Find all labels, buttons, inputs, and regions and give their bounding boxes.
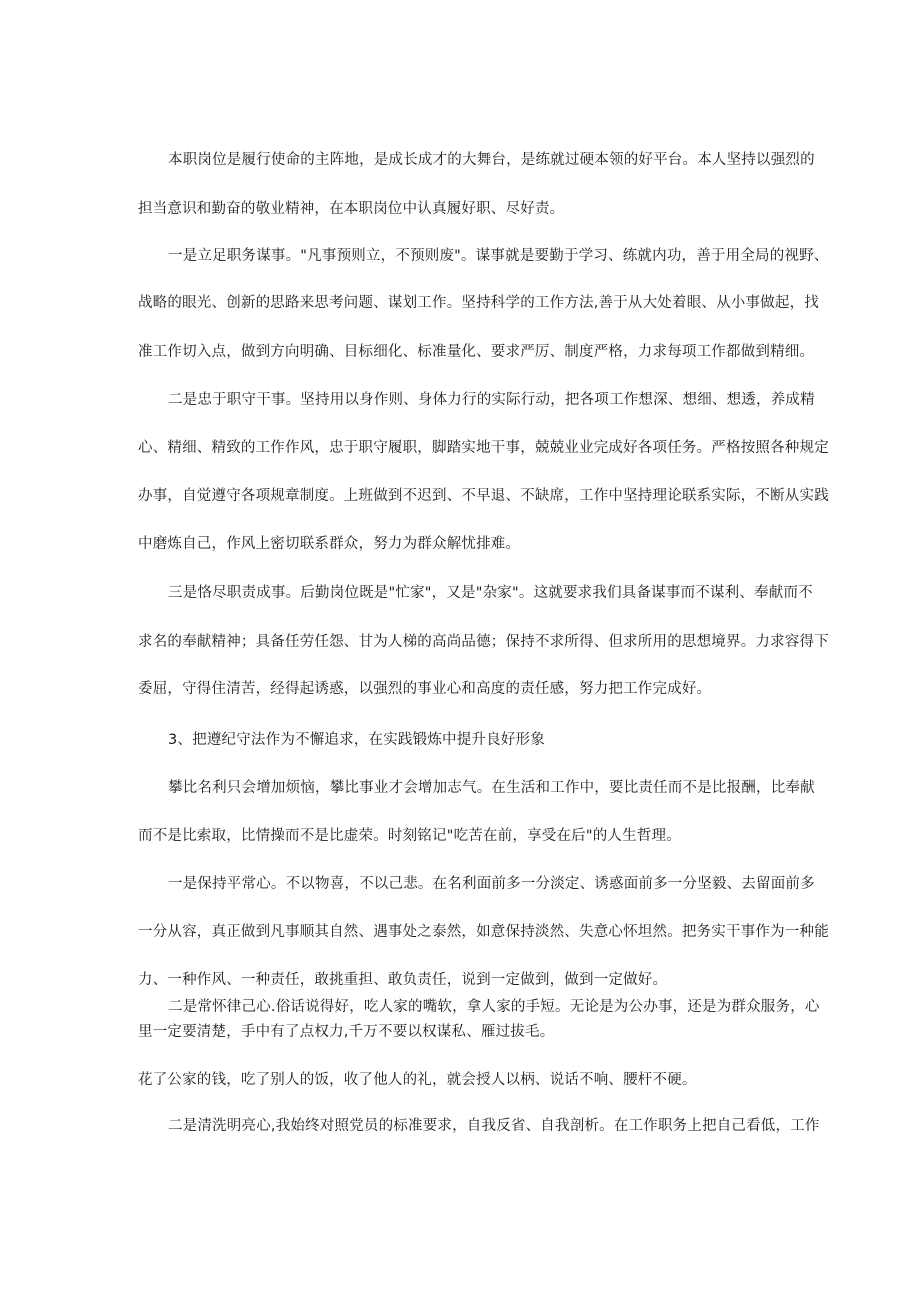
paragraph-line: 委屈，守得住清苦，经得起诱惑，以强烈的事业心和高度的责任感，努力把工作完成好。 bbox=[138, 681, 712, 697]
paragraph-line: 求名的奉献精神；具备任劳任怨、甘为人梯的高尚品德；保持不求所得、但求所用的思想境界。力求容得下 bbox=[138, 634, 829, 650]
paragraph-line: 一分从容，真正做到凡事顺其自然、遇事处之泰然，如意保持淡然、失意心怀坦然。把务实干事作为一种能 bbox=[138, 924, 829, 940]
paragraph-line: 办事，自觉遵守各项规章制度。上班做到不迟到、不早退、不缺席，工作中坚持理论联系实际，不断从实践 bbox=[138, 488, 829, 504]
paragraph-line: 花了公家的钱，吃了别人的饭，收了他人的礼，就会授人以柄、说话不响、腰杆不硬。 bbox=[138, 1072, 697, 1088]
paragraph-line: 准工作切入点，做到方向明确、目标细化、标准量化、要求严厉、制度严格，力求每项工作都做到精细。 bbox=[138, 344, 815, 360]
paragraph-line: 力、一种作风、一种责任，敢挑重担、敢负责任，说到一定做到，做到一定做好。 bbox=[138, 972, 668, 988]
paragraph-line: 二是清洗明亮心,我始终对照党员的标准要求，自我反省、自我剖析。在工作职务上把自己看低，工作 bbox=[168, 1118, 820, 1134]
paragraph-line: 本职岗位是履行使命的主阵地，是成长成才的大舞台，是练就过硬本领的好平台。本人坚持以强烈的 bbox=[168, 152, 815, 168]
paragraph-line: 三是恪尽职责成事。后勤岗位既是"忙家"，又是"杂家"。这就要求我们具备谋事而不谋利、奉献而不 bbox=[168, 585, 813, 601]
paragraph-line: 担当意识和勤奋的敬业精神，在本职岗位中认真履好职、尽好责。 bbox=[138, 201, 565, 217]
paragraph-line: 二是忠于职守干事。坚持用以身作则、身体力行的实际行动，把各项工作想深、想细、想透，养成精 bbox=[168, 392, 815, 408]
section-heading: 3、把遵纪守法作为不懈追求，在实践锻炼中提升良好形象 bbox=[168, 732, 545, 748]
paragraph-line: 心、精细、精致的工作作风，忠于职守履职，脚踏实地干事，兢兢业业完成好各项任务。严格按照各种规定 bbox=[138, 440, 829, 456]
paragraph-line: 战略的眼光、创新的思路来思考问题、谋划工作。坚持科学的工作方法,善于从大处着眼、从小事做起，找 bbox=[138, 295, 820, 311]
paragraph-line: 而不是比索取，比情操而不是比虚荣。时刻铭记"吃苦在前，享受在后"的人生哲理。 bbox=[138, 828, 681, 844]
paragraph-line: 一是立足职务谋事。"凡事预则立，不预则废"。谋事就是要勤于学习、练就内功，善于用全局的视野、 bbox=[168, 248, 829, 264]
paragraph-line: 二是常怀律己心.俗话说得好，吃人家的嘴软，拿人家的手短。无论是为公办事，还是为群众服务，心 bbox=[168, 999, 820, 1015]
paragraph-line: 攀比名利只会增加烦恼，攀比事业才会增加志气。在生活和工作中，要比责任而不是比报酬，比奉献 bbox=[168, 780, 815, 796]
paragraph-line: 中磨炼自己，作风上密切联系群众，努力为群众解忧排难。 bbox=[138, 536, 521, 552]
paragraph-line: 一是保持平常心。不以物喜，不以己悲。在名利面前多一分淡定、诱惑面前多一分坚毅、去留面前多 bbox=[168, 876, 815, 892]
paragraph-line: 里一定要清楚，手中有了点权力,千万不要以权谋私、雁过拔毛。 bbox=[138, 1024, 555, 1040]
